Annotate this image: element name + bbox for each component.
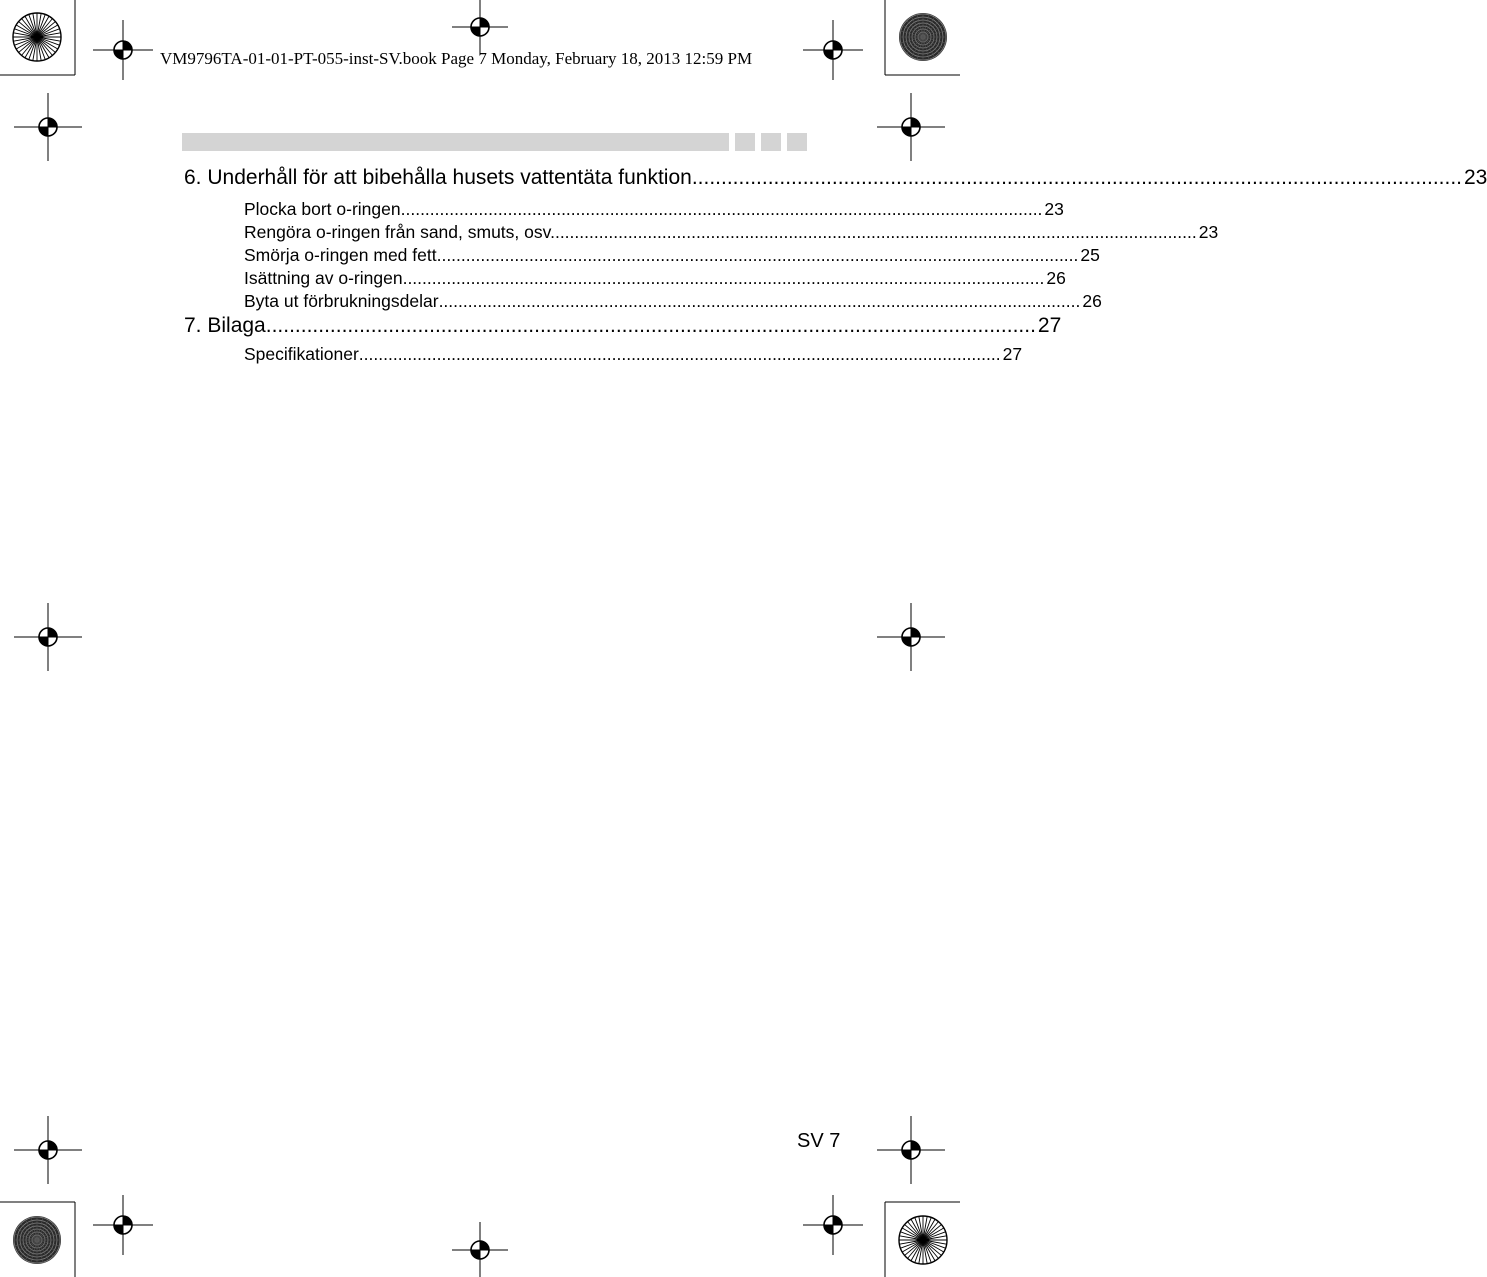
entry-label: Plocka bort o-ringen xyxy=(244,199,401,219)
toc-section-7 xyxy=(184,313,1062,366)
page-footer: SV 7 xyxy=(797,1130,841,1152)
entry-label: Isättning av o-ringen xyxy=(244,268,403,288)
toc-heading[interactable] xyxy=(184,165,1487,191)
registration-mark-icon xyxy=(877,603,945,671)
section-title: Bilaga xyxy=(207,314,266,337)
registration-mark-icon xyxy=(452,1222,508,1277)
registration-mark-icon xyxy=(14,93,82,161)
concentric-target-icon xyxy=(899,13,947,61)
toc-heading[interactable] xyxy=(184,313,1062,339)
entry-label: Byta ut förbrukningsdelar xyxy=(244,291,439,311)
toc-entry[interactable] xyxy=(184,244,1100,267)
registration-mark-icon xyxy=(877,93,945,161)
entry-label: Smörja o-ringen med fett xyxy=(244,245,437,265)
concentric-target-icon xyxy=(13,1216,61,1264)
entry-page: 26 xyxy=(1046,268,1066,288)
leader-dots: .................................................................................................................................... xyxy=(691,166,1462,189)
registration-mark-icon xyxy=(452,0,508,55)
header-band-square xyxy=(787,133,807,151)
toc-entry[interactable] xyxy=(184,221,1219,244)
entry-label: Rengöra o-ringen från sand, smuts, osv. xyxy=(244,222,555,242)
section-number: 7. xyxy=(184,314,202,337)
toc-entry[interactable] xyxy=(184,267,1066,290)
registration-mark-icon xyxy=(877,1116,945,1184)
leader-dots: .................................................................................................................................... xyxy=(402,268,1045,288)
registration-mark-icon xyxy=(803,1195,863,1255)
section-number: 6. xyxy=(184,166,202,189)
leader-dots: .................................................................................................................................... xyxy=(400,199,1043,219)
entry-label: Specifikationer xyxy=(244,344,359,364)
toc-entry[interactable] xyxy=(184,198,1064,221)
toc-entry[interactable] xyxy=(184,343,1023,366)
toc-section-6 xyxy=(184,165,1487,191)
registration-mark-icon xyxy=(14,603,82,671)
toc-subsection-list xyxy=(184,198,1219,313)
section-title: Underhåll för att bibehålla husets vattentäta funktion xyxy=(207,166,692,189)
section-page: 27 xyxy=(1037,314,1062,337)
registration-mark-icon xyxy=(93,1195,153,1255)
entry-page: 23 xyxy=(1198,222,1219,242)
leader-dots: .................................................................................................................................... xyxy=(265,314,1036,337)
header-band-square xyxy=(761,133,781,151)
registration-mark-icon xyxy=(14,1116,82,1184)
leader-dots: .................................................................................................................................... xyxy=(436,245,1079,265)
entry-page: 25 xyxy=(1080,245,1100,265)
entry-page: 23 xyxy=(1044,199,1064,219)
registration-mark-icon xyxy=(93,20,153,80)
leader-dots: .................................................................................................................................... xyxy=(358,344,1001,364)
book-header: VM9796TA-01-01-PT-055-inst-SV.book Page 7 Monday, February 18, 2013 12:59 PM xyxy=(160,49,753,68)
section-page: 23 xyxy=(1464,166,1487,189)
entry-page: 27 xyxy=(1002,344,1023,364)
starburst-target-icon xyxy=(13,13,61,61)
entry-page: 26 xyxy=(1082,291,1102,311)
toc-entry[interactable] xyxy=(184,290,1102,313)
leader-dots: .................................................................................................................................... xyxy=(554,222,1197,242)
starburst-target-icon xyxy=(899,1216,947,1264)
header-band xyxy=(182,133,729,151)
header-band-square xyxy=(735,133,755,151)
leader-dots: .................................................................................................................................... xyxy=(438,291,1081,311)
